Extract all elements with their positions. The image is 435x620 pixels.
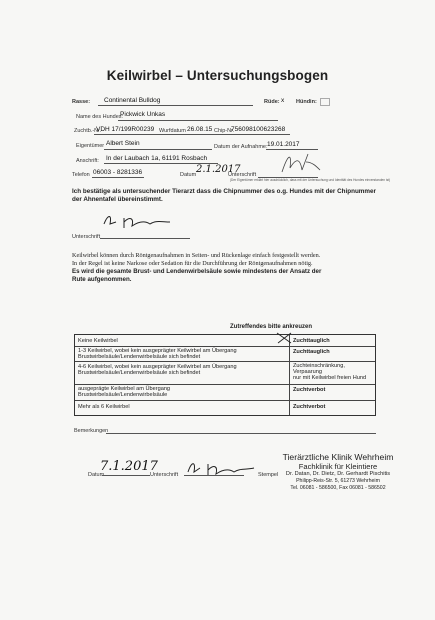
unterschrift-bottom-line bbox=[184, 475, 244, 476]
table-divider bbox=[289, 335, 290, 415]
datum-bottom-label: Datum bbox=[88, 472, 105, 478]
datum-bottom-line bbox=[102, 475, 150, 476]
row-criterion: Brustwirbelsäule/Lendenwirbelsäule sich befindet bbox=[78, 370, 201, 376]
name-value: Pickwick Unkas bbox=[120, 111, 166, 118]
telefon-value: 06003 - 8281336 bbox=[93, 169, 143, 176]
row-criterion: Brustwirbelsäule/Lendenwirbelsäule sich befindet bbox=[78, 354, 201, 360]
huendin-label: Hündin: bbox=[296, 99, 317, 105]
row-criterion: Brustwirbelsäule/Lendenwirbelsäule bbox=[78, 392, 168, 398]
row-separator bbox=[75, 361, 375, 362]
telefon-label: Telefon bbox=[72, 172, 90, 178]
rasse-label: Rasse: bbox=[72, 99, 91, 105]
clinic-doctors: Dr. Datan, Dr. Dietz, Dr. Gerhardt Pischitis bbox=[285, 471, 391, 477]
row-criterion: ausgeprägte Keilwirbel am Übergang bbox=[78, 386, 171, 392]
info-line-1: Keilwirbel können durch Röntgenaufnahmen in Seiten- und Rückenlage einfach festgestellt werden. bbox=[72, 252, 321, 259]
checkmark-x-icon bbox=[275, 331, 293, 345]
vet-signature-icon bbox=[100, 208, 182, 232]
table-header: Zutreffendes bitte ankreuzen bbox=[230, 324, 313, 330]
chip-label: Chip-Nr. bbox=[214, 128, 235, 134]
result-table bbox=[74, 334, 376, 416]
wurfdatum-value: 26.08.15 bbox=[187, 126, 213, 133]
row-criterion: Mehr als 6 Keilwirbel bbox=[78, 404, 130, 410]
row-result: Zuchttauglich bbox=[293, 349, 330, 355]
datum-top-value: 2.1.2017 bbox=[196, 164, 241, 175]
zuchtbuch-line bbox=[94, 134, 290, 135]
datum-top-label: Datum bbox=[180, 172, 197, 178]
row-criterion: 4-6 Keilwirbel, wobei kein ausgeprägter Keilwirbel am Übergang bbox=[78, 364, 237, 370]
bemerkungen-label: Bemerkungen bbox=[74, 428, 109, 434]
ruede-mark: x bbox=[281, 97, 285, 104]
row-result: Verpaarung bbox=[293, 369, 322, 375]
owner-signature-icon bbox=[278, 150, 324, 178]
clinic-phone: Tel. 06081 - 586500, Fax 06081 - 586502 bbox=[290, 485, 386, 491]
anschrift-label: Anschrift: bbox=[76, 158, 99, 164]
row-result: nur mit Keilwirbel freien Hund bbox=[293, 375, 367, 381]
unterschrift-top-note: (Der Eigentümer erklärt hier ausdrücklich, dass mit der Untersuchung und Identität des Hundes einverstanden ist) bbox=[230, 178, 391, 182]
clinic-address: Philipp-Reis-Str. 5, 61273 Wehrheim bbox=[296, 478, 380, 484]
unterschrift-top-label: Unterschrift bbox=[228, 172, 257, 178]
zuchtbuch-label: Zuchtb.-Nr. bbox=[74, 128, 102, 134]
clinic-sub: Fachklinik für Kleintiere bbox=[298, 462, 378, 471]
row-result: Zuchtverbot bbox=[293, 404, 326, 410]
name-label: Name des Hundes: bbox=[76, 114, 124, 120]
info-bold-line-2: Rute aufgenommen. bbox=[72, 276, 132, 283]
chip-value: 756098100623268 bbox=[231, 126, 286, 133]
row-separator bbox=[75, 400, 375, 401]
huendin-checkbox[interactable] bbox=[320, 98, 330, 106]
info-line-2: In der Regel ist keine Narkose oder Sedation für die Durchführung der Röntgenaufnahmen nötig. bbox=[72, 260, 313, 267]
vet-signature-bottom-icon bbox=[184, 456, 260, 480]
row-separator bbox=[75, 346, 375, 347]
unterschrift-vet-line bbox=[100, 238, 190, 239]
confirm-line-1: Ich bestätige als untersuchender Tierarzt dass die Chipnummer des o.g. Hundes mit der Chipnummer bbox=[72, 188, 376, 195]
datum-bottom-value: 7.1.2017 bbox=[100, 459, 158, 474]
row-criterion: Keine Keilwirbel bbox=[78, 338, 118, 344]
confirm-line-2: der Ahnentafel übereinstimmt. bbox=[72, 196, 163, 203]
row-separator bbox=[75, 384, 375, 385]
clinic-stamp bbox=[263, 452, 413, 492]
form-title: Keilwirbel – Untersuchungsbogen bbox=[106, 68, 329, 83]
eigentuemer-value: Albert Stein bbox=[106, 140, 140, 147]
eigentuemer-line bbox=[104, 149, 212, 150]
row-criterion: 1-3 Keilwirbel, wobei kein ausgeprägter Keilwirbel am Übergang bbox=[78, 348, 237, 354]
row-result: Zuchtverbot bbox=[293, 387, 326, 393]
aufnahme-value: 19.01.2017 bbox=[267, 141, 300, 148]
ruede-label: Rüde: bbox=[264, 99, 280, 105]
row-result: Zuchttauglich bbox=[293, 338, 330, 344]
zuchtbuch-value: VDH 17/199R00239 bbox=[96, 126, 155, 133]
wurfdatum-label: Wurfdatum bbox=[159, 128, 186, 134]
unterschrift-vet-label: Unterschrift bbox=[72, 234, 101, 240]
info-bold-line-1: Es wird die gesamte Brust- und Lendenwirbelsäule sowie mindestens der Ansatz der bbox=[72, 268, 322, 275]
telefon-line bbox=[92, 177, 144, 178]
stempel-label: Stempel bbox=[258, 472, 279, 478]
aufnahme-label: Datum der Aufnahme: bbox=[214, 144, 268, 150]
bemerkungen-line[interactable] bbox=[106, 433, 376, 434]
eigentuemer-label: Eigentümer bbox=[76, 143, 105, 149]
rasse-value: Continental Bulldog bbox=[104, 97, 161, 104]
unterschrift-bottom-label: Unterschrift bbox=[150, 472, 179, 478]
row-result: Zuchteinschränkung, bbox=[293, 363, 345, 369]
name-line bbox=[118, 120, 278, 121]
rasse-line bbox=[98, 105, 253, 106]
clinic-name: Tierärztliche Klinik Wehrheim bbox=[282, 452, 394, 462]
anschrift-value: In der Laubach 1a, 61191 Rosbach bbox=[106, 155, 208, 162]
